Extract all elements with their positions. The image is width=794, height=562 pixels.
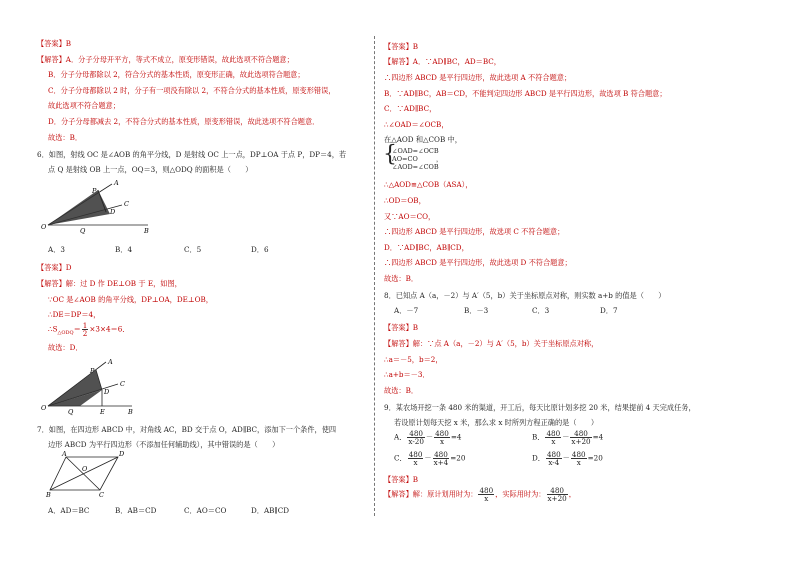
system-line-1: ∠OAD=∠OCB [392, 147, 439, 155]
fig-label-O: O [82, 465, 88, 473]
q8-stem: 8．已知点 A（a，－2）与 A′（5，b）关于坐标原点对称，则实数 a+b 的值是（ ） [384, 291, 666, 300]
optD-f1-den: x-4 [548, 458, 560, 467]
q6-explanation-1: 【解答】解：过 D 作 DE⊥OB 于 E，如图， [37, 279, 182, 288]
q9-exp-f2-den: x+20 [547, 494, 567, 503]
q7-figure [42, 450, 134, 498]
fig1-label-B: B [144, 227, 149, 234]
q7-option-A: A．AD＝BC [48, 506, 90, 515]
q5-explanation-3: C．分子分母都除以 2 时，分子有一项没有除以 2，不符合分式的基本性质，原变形错误， [48, 86, 336, 95]
fig-label-B: B [46, 491, 51, 498]
q9-exp-f2-num: 480 [547, 487, 568, 495]
optA-minus: － [425, 432, 434, 442]
column-divider [374, 36, 375, 516]
optB-tail: =4 [592, 432, 604, 442]
fig1-label-O: O [41, 223, 47, 231]
q6-explanation-2: ∵OC 是∠AOB 的角平分线，DP⊥OA，DE⊥OB， [48, 295, 213, 304]
q9-option-B [532, 430, 603, 445]
fig2-label-B: B [128, 408, 133, 416]
fig2-label-D: D [104, 388, 110, 396]
fig-label-A: A [62, 450, 67, 458]
optD-minus: － [562, 453, 570, 463]
fig2-label-E: E [100, 408, 105, 416]
q6-solution-figure [40, 356, 140, 416]
q7-explanation-10: ∴四边形 ABCD 是平行四边形，故选项 C 不符合题意； [384, 227, 565, 236]
optC-f1-den: x [413, 458, 418, 467]
optA-f2-den: x [439, 437, 444, 446]
q6-option-C: C．5 [184, 245, 202, 254]
q6-answer: 【答案】D [37, 263, 72, 272]
optB-f1-den: x [551, 437, 556, 446]
q7-explanation-11: D．∵AD∥BC，AB∥CD， [384, 243, 469, 252]
fig1-label-P: P [92, 187, 97, 195]
fig2-label-P: P [90, 367, 95, 375]
q7-answer: 【答案】B [384, 42, 419, 51]
optA-tail: =4 [450, 432, 462, 442]
q8-choose: 故选：B． [384, 386, 419, 395]
optD-label: D． [532, 453, 545, 463]
fig2-label-O: O [41, 404, 47, 412]
q9-option-A [394, 430, 461, 445]
q9-option-C [394, 451, 465, 466]
fig-label-C: C [99, 491, 104, 498]
q9-explanation [384, 487, 576, 502]
optC-minus: － [424, 453, 432, 463]
q7-explanation-2: ∴四边形 ABCD 是平行四边形，故此选项 A 不符合题意； [384, 73, 572, 82]
q5-explanation-2: B．分子分母都除以 2，符合分式的基本性质，原变形正确，故此选项符合题意； [48, 70, 305, 79]
q6-stem-2: 点 Q 是射线 OB 上一点，OQ＝3，则△ODQ 的面积是（ ） [48, 165, 253, 174]
q9-stem-1: 9．某农场开挖一条 480 米的渠道，开工后，每天比原计划多挖 20 米，结果提前 4 天完成任务， [384, 403, 696, 412]
optD-f2-num: 480 [571, 450, 586, 459]
optC-f1-num: 480 [408, 450, 423, 459]
system-comma: ， [436, 155, 443, 163]
q8-explanation-2: ∴a＝－5，b＝2， [384, 355, 443, 364]
area-equals: ＝ [73, 324, 81, 334]
optC-f2-den: x+4 [433, 458, 449, 467]
fig2-label-Q: Q [68, 408, 74, 416]
q8-option-A: A．－7 [394, 306, 419, 315]
q6-explanation-3: ∴DE＝DP＝4， [48, 310, 101, 319]
fig2-label-C: C [120, 380, 125, 388]
optB-f2-den: x+20 [571, 437, 591, 446]
q8-explanation-1: 【解答】解：∵点 A（a，－2）与 A′（5，b）关于坐标原点对称， [384, 339, 599, 348]
fig-label-D: D [119, 450, 125, 458]
q9-exp-tail: ， [568, 489, 576, 499]
fig1-label-D: D [110, 208, 116, 216]
fig1-label-C: C [124, 200, 129, 208]
optC-label: C． [394, 453, 407, 463]
fig1-label-Q: Q [80, 227, 86, 234]
area-subscript: △ODQ [57, 329, 74, 336]
q7-explanation-1: 【解答】A．∵AD∥BC，AD＝BC， [384, 57, 501, 66]
q6-area-formula [48, 322, 129, 340]
q7-option-D: D．AB∥CD [251, 506, 290, 515]
q7-explanation-9: 又∵AO＝CO， [384, 212, 436, 221]
q5-answer: 【答案】B [37, 39, 72, 48]
q7-choose: 故选：B． [384, 274, 419, 283]
optA-f2-num: 480 [435, 429, 449, 438]
q6-figure [40, 176, 152, 234]
optB-label: B． [532, 432, 545, 442]
q7-explanation-8: ∴OD＝OB， [384, 196, 426, 205]
optD-f2-den: x [576, 458, 581, 467]
q9-exp-f1-num: 480 [479, 486, 494, 495]
area-fraction-numerator: 1 [82, 321, 88, 330]
system-line-3: ∠AOD=∠COB [392, 163, 439, 171]
q8-option-B: B．－3 [464, 306, 489, 315]
optD-f1-num: 480 [546, 450, 561, 459]
area-fraction-denominator: 2 [82, 329, 88, 338]
fig2-label-A: A [108, 358, 113, 366]
optB-f1-num: 480 [546, 429, 561, 438]
area-fraction [82, 322, 89, 337]
q5-explanation-5: D．分子分母都减去 2，不符合分式的基本性质，原变形错误，故此选项不符合题意． [48, 117, 320, 126]
q6-stem-1: 6．如图，射线 OC 是∠AOB 的角平分线，D 是射线 OC 上一点，DP⊥OA 于点 P，DP＝4，若 [37, 150, 347, 159]
q6-option-B: B．4 [115, 245, 133, 254]
fig1-label-A: A [114, 179, 119, 187]
q7-explanation-6: 在△AOD 和△COB 中， [384, 135, 462, 144]
q8-explanation-3: ∴a+b＝－3． [384, 370, 430, 379]
optB-f2-num: 480 [570, 430, 591, 438]
q9-exp-f1-den: x [484, 494, 489, 503]
q7-option-B: B．AB＝CD [115, 506, 157, 515]
q7-explanation-4: C．∵AD∥BC， [384, 104, 437, 113]
q7-stem-2: 边形 ABCD 为平行四边形（不添加任何辅助线），其中错误的是（ ） [48, 440, 280, 449]
q5-explanation-4: 故此选项不符合题意； [48, 101, 120, 110]
q8-option-D: D．7 [600, 306, 618, 315]
q9-answer: 【答案】B [384, 475, 419, 484]
optB-minus: － [562, 432, 570, 442]
q7-explanation-7: ∴△AOD≌△COB（ASA）， [384, 180, 473, 189]
optA-label: A． [394, 432, 407, 442]
optD-tail: =20 [587, 453, 603, 463]
q5-explanation-1: 【解答】A．分子分母开平方，等式不成立，原变形错误，故此选项不符合题意； [37, 55, 294, 64]
q6-choose: 故选：D． [48, 343, 83, 352]
q9-exp-prefix: 【解答】解：原计划用时为： [384, 489, 478, 499]
q9-option-D [532, 451, 603, 466]
q5-choose: 故选：B． [48, 133, 83, 142]
system-brace: { [383, 142, 397, 167]
optC-tail: =20 [450, 453, 466, 463]
q8-option-C: C．3 [532, 306, 550, 315]
area-symbol: ∴S [48, 324, 58, 334]
optA-f1-num: 480 [409, 429, 423, 438]
q7-explanation-12: ∴四边形 ABCD 是平行四边形，故此选项 D 不符合题意； [384, 258, 572, 267]
q8-answer: 【答案】B [384, 323, 419, 332]
q7-explanation-5: ∴∠OAD＝∠OCB， [384, 120, 449, 129]
optA-f1-den: x-20 [408, 437, 424, 446]
system-line-2: AO=CO [392, 155, 418, 163]
q6-option-A: A．3 [48, 245, 65, 254]
optC-f2-num: 480 [434, 450, 448, 459]
q7-explanation-3: B．∵AD∥BC，AB＝CD，不能判定四边形 ABCD 是平行四边形，故选项 B 符合题意； [384, 89, 667, 98]
q6-option-D: D．6 [251, 245, 269, 254]
q9-stem-2: 若设原计划每天挖 x 米，那么求 x 时所列方程正确的是（ ） [394, 418, 599, 427]
q7-option-C: C．AO＝CO [184, 506, 227, 515]
q7-stem-1: 7．如图，在四边形 ABCD 中，对角线 AC，BD 交于点 O，AD∥BC，添加下一个条件，使四 [37, 425, 337, 434]
area-tail: ×3×4＝6． [89, 324, 130, 334]
q9-exp-middle: ，实际用时为： [495, 489, 546, 499]
